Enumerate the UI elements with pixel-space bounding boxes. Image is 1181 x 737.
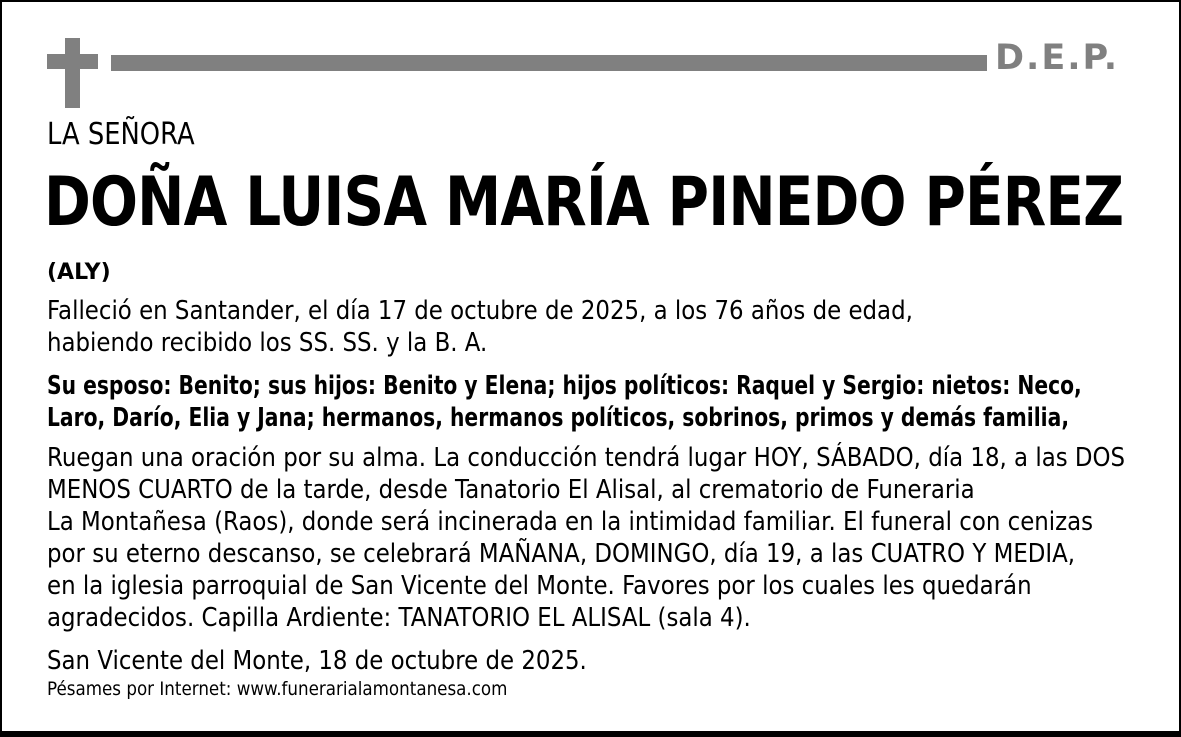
ceremony-line: Ruegan una oración por su alma. La conducción tendrá lugar HOY, SÁBADO, día 18, a las DOS	[47, 443, 1126, 473]
family-line: Su esposo: Benito; sus hijos: Benito y Elena; hijos políticos: Raquel y Sergio: nietos: Neco,	[47, 371, 1082, 401]
ceremony-line: MENOS CUARTO de la tarde, desde Tanatorio El Alisal, al crematorio de Funeraria	[47, 475, 975, 505]
death-notice-line: Falleció en Santander, el día 17 de octubre de 2025, a los 76 años de edad,	[47, 296, 913, 326]
deceased-name: DOÑA LUISA MARÍA PINEDO PÉREZ	[44, 163, 1124, 242]
death-notice	[47, 295, 913, 359]
ceremony-details	[47, 442, 1125, 634]
condolences-link: Pésames por Internet: www.funerarialamontanesa.com	[47, 678, 508, 700]
death-notice-line: habiendo recibido los SS. SS. y la B. A.	[47, 328, 488, 358]
intro-title: LA SEÑORA	[47, 117, 195, 152]
ceremony-line: en la iglesia parroquial de San Vicente del Monte. Favores por los cuales les quedarán	[47, 571, 1032, 601]
header-rule	[111, 55, 987, 71]
cross-horizontal-bar	[47, 54, 98, 69]
dep-label: D.E.P.	[995, 38, 1120, 78]
family-line: Laro, Darío, Elia y Jana; hermanos, hermanos políticos, sobrinos, primos y demás familia,	[47, 403, 1070, 433]
nickname: (ALY)	[47, 260, 111, 285]
ceremony-line: La Montañesa (Raos), donde será incinerada en la intimidad familiar. El funeral con cenizas	[47, 507, 1094, 537]
place-date: San Vicente del Monte, 18 de octubre de 2025.	[47, 646, 587, 676]
ceremony-line: agradecidos. Capilla Ardiente: TANATORIO EL ALISAL (sala 4).	[47, 603, 751, 633]
family-list	[47, 370, 1082, 434]
ceremony-line: por su eterno descanso, se celebrará MAÑANA, DOMINGO, día 19, a las CUATRO Y MEDIA,	[47, 539, 1076, 569]
cross-vertical-bar	[65, 38, 80, 108]
